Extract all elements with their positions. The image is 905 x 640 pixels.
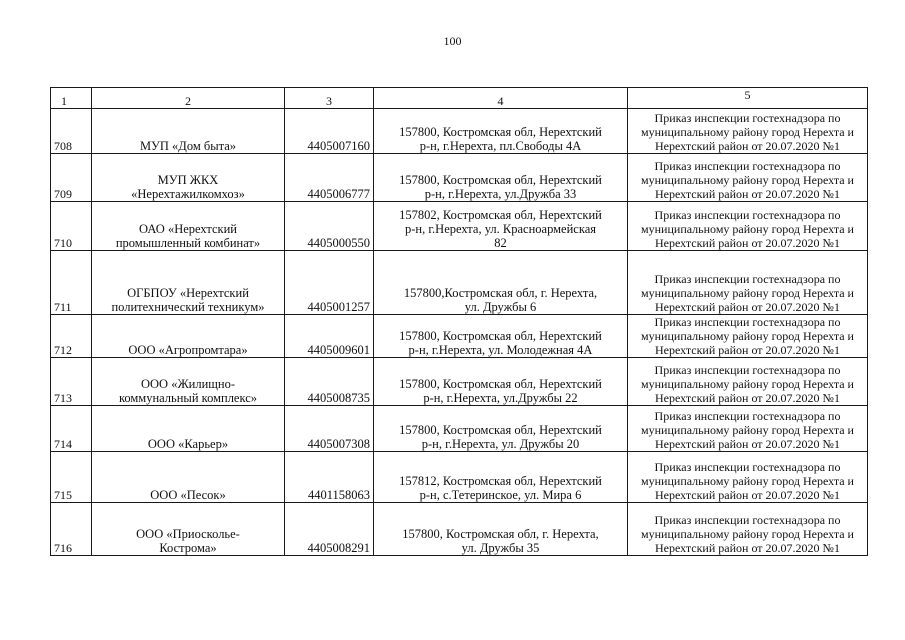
organization-name: ООО «Жилищно- коммунальный комплекс»: [92, 358, 285, 406]
row-number: 710: [51, 202, 92, 251]
row-number: 709: [51, 154, 92, 202]
address: 157812, Костромская обл, Нерехтский р-н, с.Тетеринское, ул. Мира 6: [374, 452, 628, 503]
basis-document: Приказ инспекции гостехнадзора по муниципальному району город Нерехта и Нерехтский район от 20.07.2020 №1: [628, 315, 868, 358]
address: 157800, Костромская обл, Нерехтский р-н, г.Нерехта, ул.Дружба 33: [374, 154, 628, 202]
column-number-5: 5: [628, 88, 868, 109]
column-number-3: 3: [285, 88, 374, 109]
organization-name: МУП «Дом быта»: [92, 109, 285, 154]
inn-value: 4405000550: [285, 202, 374, 251]
table-row: [51, 406, 868, 452]
inn-value: 4405001257: [285, 251, 374, 315]
inn-value: 4405007160: [285, 109, 374, 154]
table-row: [51, 109, 868, 154]
table-row: [51, 315, 868, 358]
organization-name: ООО «Карьер»: [92, 406, 285, 452]
table-row: [51, 503, 868, 556]
basis-document: Приказ инспекции гостехнадзора по муниципальному району город Нерехта и Нерехтский район от 20.07.2020 №1: [628, 503, 868, 556]
address: 157800, Костромская обл, Нерехтский р-н, г.Нерехта, ул. Дружбы 20: [374, 406, 628, 452]
page-number: 100: [443, 34, 462, 48]
column-number-1: 1: [51, 88, 92, 109]
row-number: 716: [51, 503, 92, 556]
row-number: 708: [51, 109, 92, 154]
row-number: 713: [51, 358, 92, 406]
table-row: [51, 251, 868, 315]
address: 157800, Костромская обл, Нерехтский р-н, г.Нерехта, ул.Дружбы 22: [374, 358, 628, 406]
inn-value: 4405007308: [285, 406, 374, 452]
basis-document: Приказ инспекции гостехнадзора по муниципальному району город Нерехта и Нерехтский район от 20.07.2020 №1: [628, 358, 868, 406]
row-number: 714: [51, 406, 92, 452]
address: 157800,Костромская обл, г. Нерехта, ул. Дружбы 6: [374, 251, 628, 315]
row-number: 711: [51, 251, 92, 315]
basis-document: Приказ инспекции гостехнадзора по муниципальному району город Нерехта и Нерехтский район от 20.07.2020 №1: [628, 251, 868, 315]
organization-name: ОГБПОУ «Нерехтский политехнический техникум»: [92, 251, 285, 315]
registry-table: [50, 87, 868, 556]
address: 157800, Костромская обл, Нерехтский р-н, г.Нерехта, пл.Свободы 4А: [374, 109, 628, 154]
basis-document: Приказ инспекции гостехнадзора по муниципальному району город Нерехта и Нерехтский район от 20.07.2020 №1: [628, 406, 868, 452]
table-row: [51, 358, 868, 406]
address: 157800, Костромская обл, Нерехтский р-н, г.Нерехта, ул. Молодежная 4А: [374, 315, 628, 358]
inn-value: 4401158063: [285, 452, 374, 503]
column-number-2: 2: [92, 88, 285, 109]
column-number-row: [51, 88, 868, 109]
inn-value: 4405009601: [285, 315, 374, 358]
organization-name: ООО «Приосколье- Кострома»: [92, 503, 285, 556]
basis-document: Приказ инспекции гостехнадзора по муниципальному району город Нерехта и Нерехтский район от 20.07.2020 №1: [628, 109, 868, 154]
row-number: 712: [51, 315, 92, 358]
organization-name: ООО «Агропромтара»: [92, 315, 285, 358]
inn-value: 4405006777: [285, 154, 374, 202]
address: 157802, Костромская обл, Нерехтский р-н, г.Нерехта, ул. Красноармейская 82: [374, 202, 628, 251]
column-number-4: 4: [374, 88, 628, 109]
organization-name: ООО «Песок»: [92, 452, 285, 503]
basis-document: Приказ инспекции гостехнадзора по муниципальному району город Нерехта и Нерехтский район от 20.07.2020 №1: [628, 154, 868, 202]
table-row: [51, 452, 868, 503]
organization-name: ОАО «Нерехтский промышленный комбинат»: [92, 202, 285, 251]
organization-name: МУП ЖКХ «Нерехтажилкомхоз»: [92, 154, 285, 202]
address: 157800, Костромская обл, г. Нерехта, ул. Дружбы 35: [374, 503, 628, 556]
inn-value: 4405008735: [285, 358, 374, 406]
table-row: [51, 154, 868, 202]
table-row: [51, 202, 868, 251]
row-number: 715: [51, 452, 92, 503]
inn-value: 4405008291: [285, 503, 374, 556]
basis-document: Приказ инспекции гостехнадзора по муниципальному району город Нерехта и Нерехтский район от 20.07.2020 №1: [628, 452, 868, 503]
basis-document: Приказ инспекции гостехнадзора по муниципальному району город Нерехта и Нерехтский район от 20.07.2020 №1: [628, 202, 868, 251]
